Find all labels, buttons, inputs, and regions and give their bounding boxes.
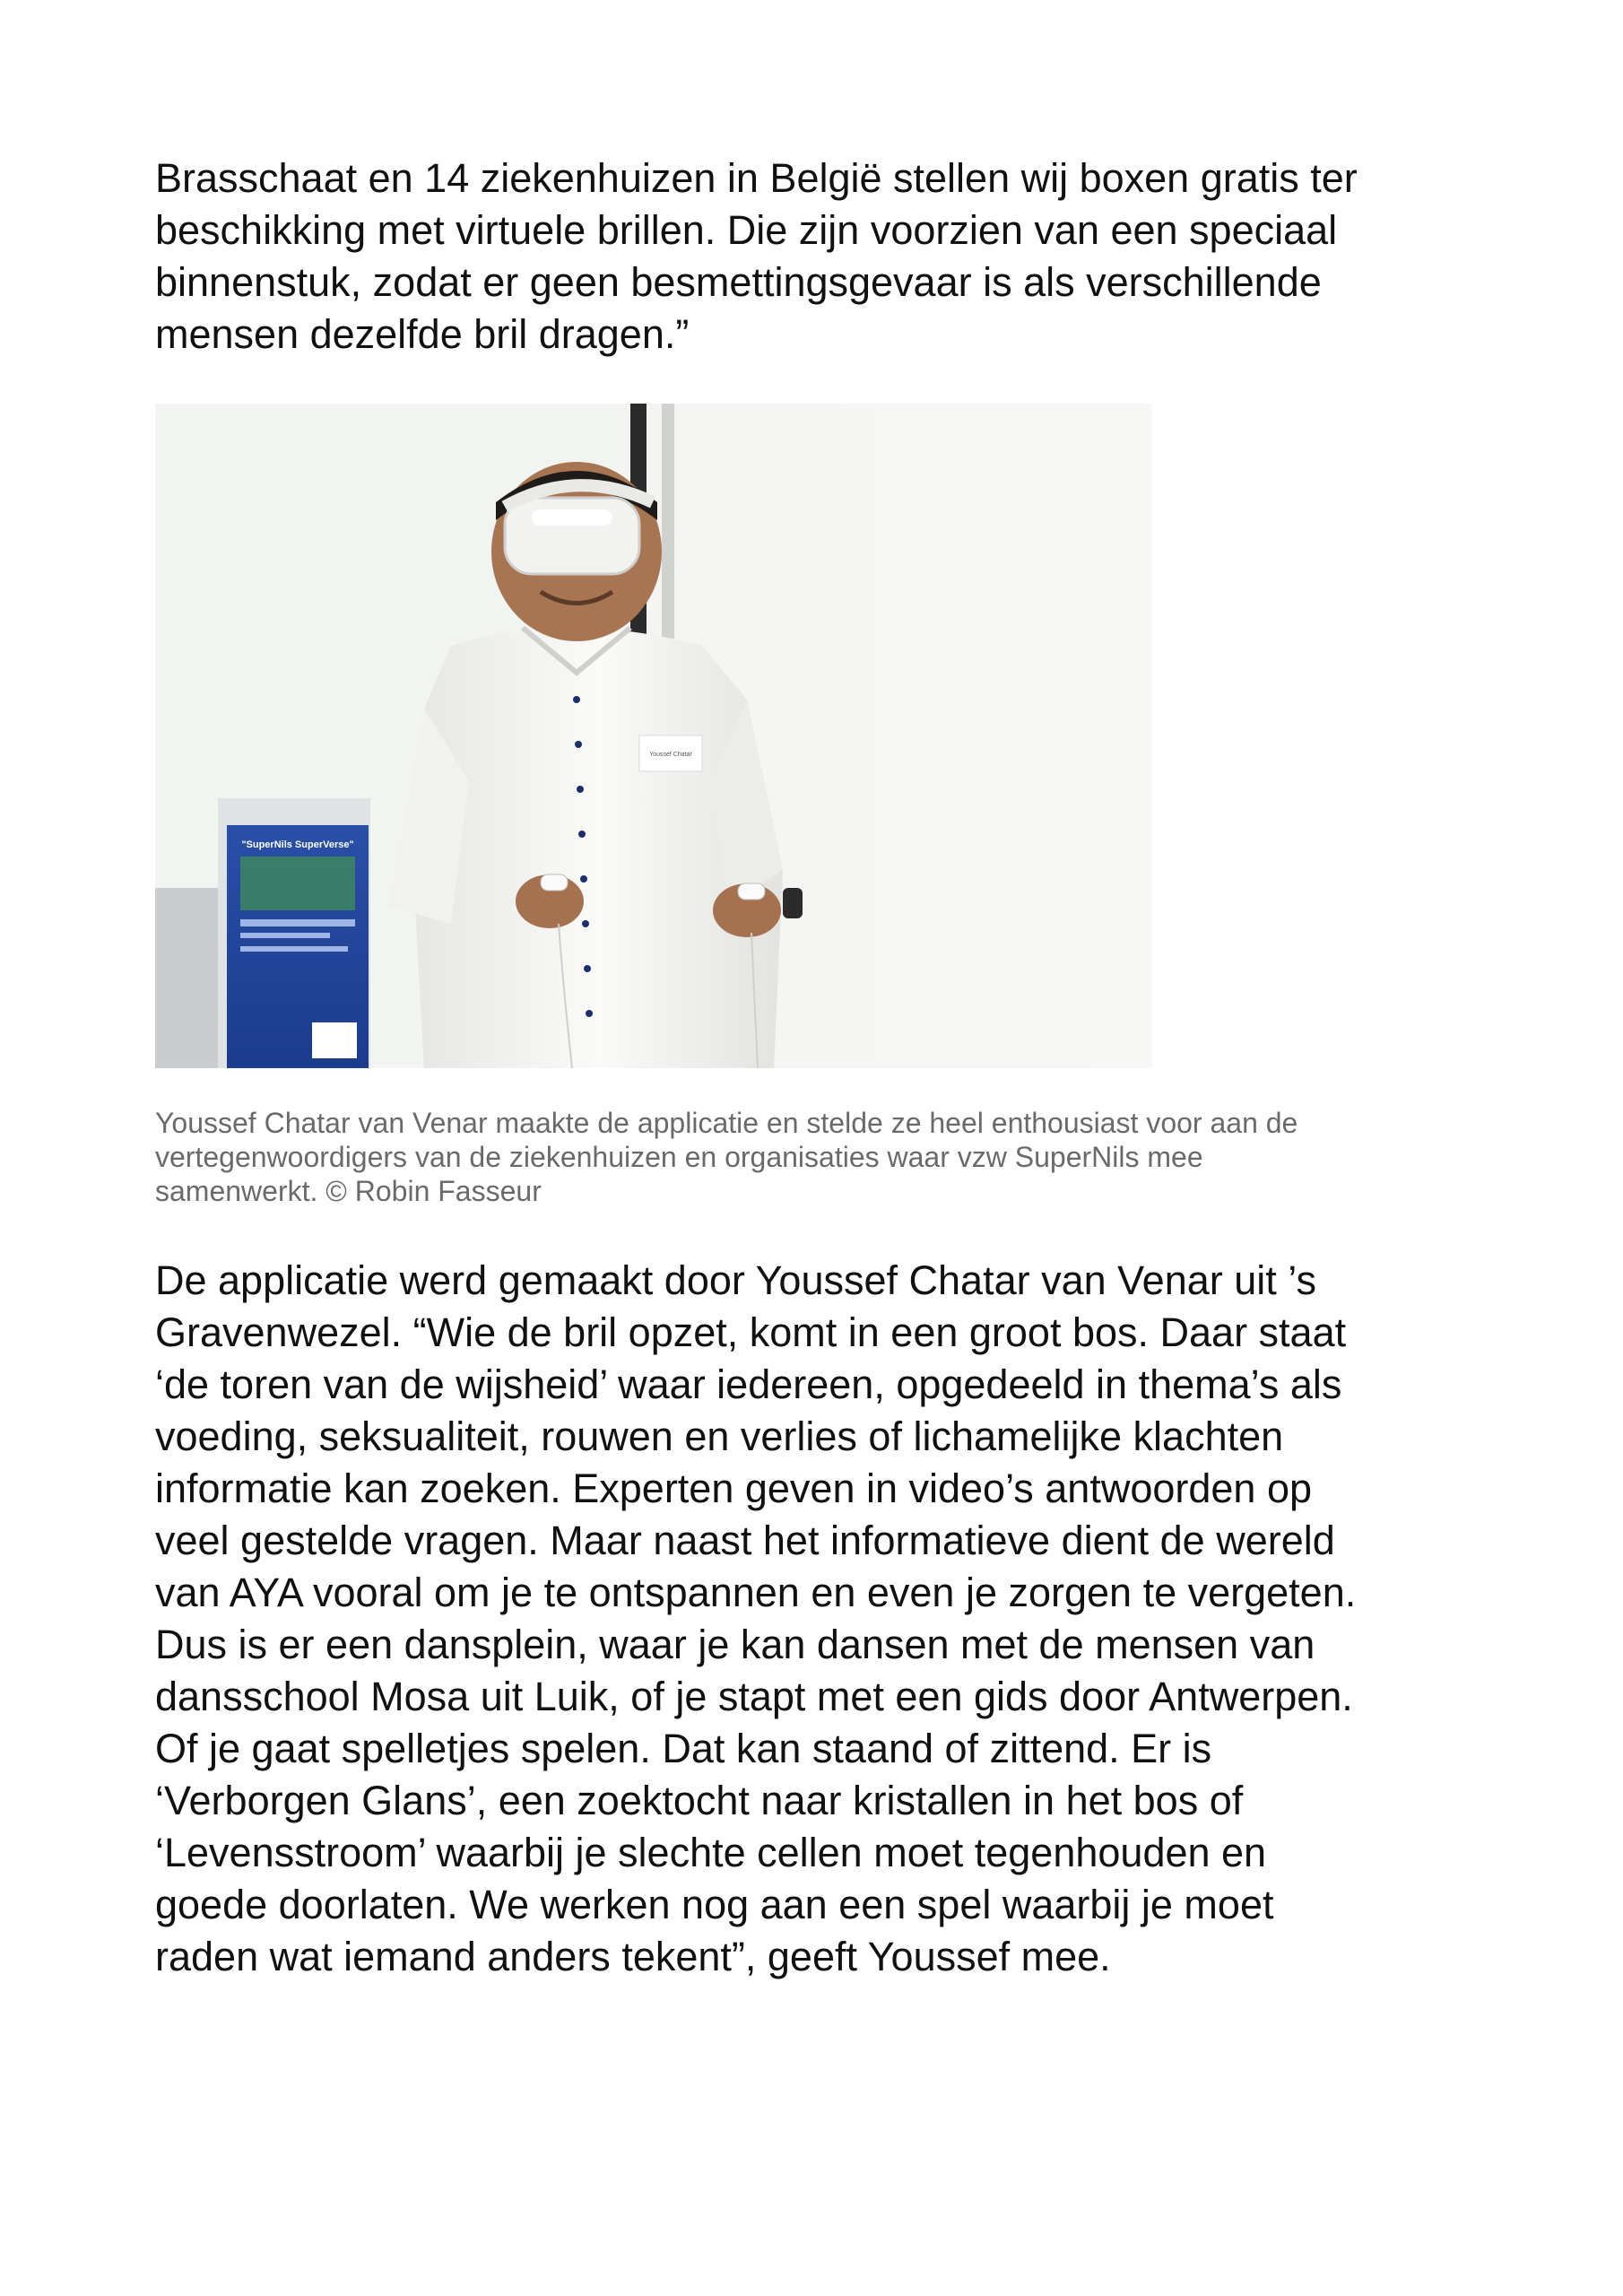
text-line: mensen dezelfde bril dragen.”	[155, 311, 690, 357]
text-line: De applicatie werd gemaakt door Youssef Chatar van Venar uit ’s	[155, 1257, 1316, 1303]
text-line: goede doorlaten. We werken nog aan een spel waarbij je moet	[155, 1882, 1274, 1927]
text-line: dansschool Mosa uit Luik, of je stapt met een gids door Antwerpen.	[155, 1674, 1353, 1719]
vr-headset-photo-illustration	[155, 404, 1152, 1068]
intro-paragraph	[155, 152, 1482, 361]
article-page	[155, 152, 1482, 1983]
body-paragraph	[155, 1255, 1482, 1983]
text-line: veel gestelde vragen. Maar naast het informatieve dient de wereld	[155, 1518, 1335, 1563]
photo-caption	[155, 1106, 1482, 1208]
vr-headset	[505, 498, 639, 574]
text-line: informatie kan zoeken. Experten geven in video’s antwoorden op	[155, 1465, 1312, 1511]
text-line: Dus is er een dansplein, waar je kan dansen met de mensen van	[155, 1622, 1315, 1667]
name-badge: Youssef Chatar	[649, 752, 692, 758]
caption-line: vertegenwoordigers van de ziekenhuizen en organisaties waar vzw SuperNils mee	[155, 1141, 1203, 1173]
article-photo	[155, 404, 1152, 1068]
text-line: raden wat iemand anders tekent”, geeft Youssef mee.	[155, 1934, 1111, 1979]
text-line: Gravenwezel. “Wie de bril opzet, komt in een groot bos. Daar staat	[155, 1309, 1347, 1355]
text-line: Brasschaat en 14 ziekenhuizen in België stellen wij boxen gratis ter	[155, 155, 1358, 201]
text-line: binnenstuk, zodat er geen besmettingsgevaar is als verschillende	[155, 259, 1322, 305]
text-line: van AYA vooral om je te ontspannen en even je zorgen te vergeten.	[155, 1570, 1357, 1615]
caption-line: Youssef Chatar van Venar maakte de applicatie en stelde ze heel enthousiast voor aan de	[155, 1107, 1298, 1139]
caption-line: samenwerkt. © Robin Fasseur	[155, 1175, 542, 1207]
text-line: ‘de toren van de wijsheid’ waar iedereen, opgedeeld in thema’s als	[155, 1361, 1342, 1407]
text-line: Of je gaat spelletjes spelen. Dat kan staand of zittend. Er is	[155, 1726, 1212, 1771]
text-line: voeding, seksualiteit, rouwen en verlies of lichamelijke klachten	[155, 1413, 1284, 1459]
poster-title: "SuperNils SuperVerse"	[241, 839, 354, 850]
text-line: beschikking met virtuele brillen. Die zijn voorzien van een speciaal	[155, 207, 1338, 253]
text-line: ‘Levensstroom’ waarbij je slechte cellen moet tegenhouden en	[155, 1830, 1267, 1875]
text-line: ‘Verborgen Glans’, een zoektocht naar kristallen in het bos of	[155, 1778, 1244, 1823]
